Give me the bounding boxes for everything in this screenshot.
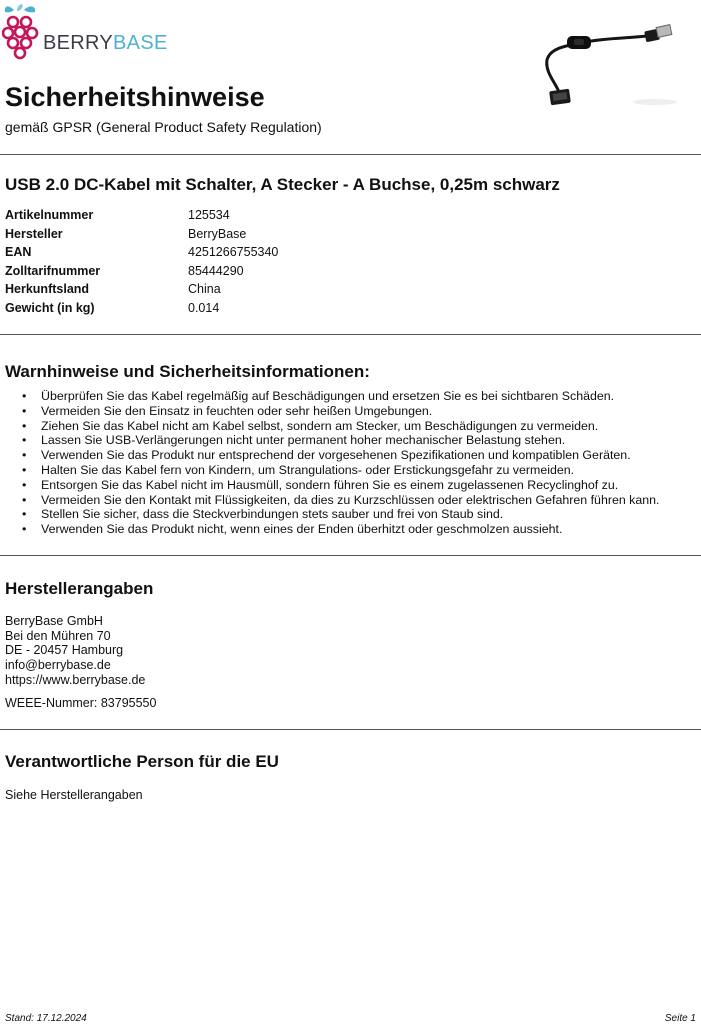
bullet: •: [22, 507, 27, 522]
divider: [0, 729, 701, 730]
divider: [0, 555, 701, 556]
warning-text: Ziehen Sie das Kabel nicht am Kabel selbst, sondern am Stecker, um Beschädigungen zu vermeiden.: [41, 418, 599, 433]
bullet: •: [22, 477, 27, 492]
brand-wordmark-part2: BASE: [113, 32, 168, 54]
divider: [0, 154, 701, 155]
warning-text: Halten Sie das Kabel fern von Kindern, um Strangulations- oder Erstickungsgefahr zu vermeiden.: [41, 462, 575, 477]
spec-label: Zolltarifnummer: [5, 263, 101, 278]
spec-label: Gewicht (in kg): [5, 300, 95, 315]
list-item: [22, 404, 697, 419]
list-item: [22, 478, 697, 493]
berrybase-logo[interactable]: [2, 2, 172, 64]
footer-page-number: Seite 1: [664, 1013, 696, 1024]
bullet: •: [22, 522, 27, 537]
usb-cable-with-switch-photo-icon: [535, 18, 685, 110]
spec-row: [5, 206, 278, 225]
spec-value: 4251266755340: [188, 245, 279, 259]
list-item: [22, 507, 697, 522]
brand-wordmark: [43, 33, 168, 53]
warnings-list: [22, 389, 697, 537]
city-address: DE - 20457 Hamburg: [5, 643, 124, 658]
spec-row: [5, 280, 278, 299]
warnings-heading: Warnhinweise und Sicherheitsinformationen:: [5, 362, 370, 381]
warning-text: Vermeiden Sie den Kontakt mit Flüssigkeiten, da dies zu Kurzschlüssen oder elektrischen Gefahren führen kann.: [41, 492, 660, 507]
company-name: BerryBase GmbH: [5, 614, 103, 628]
spec-label: Hersteller: [5, 226, 63, 241]
list-item: [22, 433, 697, 448]
list-item: [22, 493, 697, 508]
spec-value: China: [188, 282, 221, 296]
warning-text: Entsorgen Sie das Kabel nicht im Hausmüll, sondern führen Sie es einem zugelassenen Recyclinghof zu.: [41, 477, 619, 492]
spec-value: 85444290: [188, 263, 244, 278]
spec-value: 125534: [188, 208, 230, 222]
email-link[interactable]: info@berrybase.de: [5, 658, 111, 673]
product-image: [535, 18, 685, 110]
raspberry-logo-icon: [2, 2, 42, 64]
spec-label: Artikelnummer: [5, 208, 94, 222]
street-address: Bei den Mühren 70: [5, 628, 111, 643]
warning-text: Stellen Sie sicher, dass die Steckverbindungen stets sauber und frei von Staub sind.: [41, 507, 504, 522]
bullet: •: [22, 389, 27, 403]
warning-text: Vermeiden Sie den Einsatz in feuchten oder sehr heißen Umgebungen.: [41, 403, 433, 418]
manufacturer-heading: Herstellerangaben: [5, 579, 154, 598]
bullet: •: [22, 433, 27, 448]
spec-label: Herkunftsland: [5, 282, 90, 296]
document-subtitle: gemäß GPSR (General Product Safety Regulation): [5, 119, 322, 135]
footer-date: Stand: 17.12.2024: [5, 1013, 87, 1024]
eu-responsible-heading: Verantwortliche Person für die EU: [5, 752, 279, 771]
manufacturer-address: [5, 614, 145, 688]
bullet: •: [22, 492, 27, 507]
website-link[interactable]: https://www.berrybase.de: [5, 672, 146, 687]
warning-text: Verwenden Sie das Produkt nicht, wenn eines der Enden überhitzt oder geschmolzen aussieht.: [41, 522, 563, 537]
spec-row: [5, 225, 278, 244]
spec-value: 0.014: [188, 300, 220, 315]
spec-label: EAN: [5, 245, 32, 259]
warning-text: Lassen Sie USB-Verlängerungen nicht unter permanent hoher mechanischer Belastung stehen.: [41, 433, 566, 448]
product-name: USB 2.0 DC-Kabel mit Schalter, A Stecker - A Buchse, 0,25m schwarz: [5, 175, 560, 194]
list-item: [22, 448, 697, 463]
warning-text: Verwenden Sie das Produkt nur entsprechend der vorgesehenen Spezifikationen und kompatiblen Geräten.: [41, 448, 631, 463]
list-item: [22, 419, 697, 434]
weee-number: WEEE-Nummer: 83795550: [5, 696, 157, 710]
warning-text: Überprüfen Sie das Kabel regelmäßig auf Beschädigungen und ersetzen Sie es bei sichtbaren Schäden.: [41, 389, 615, 403]
bullet: •: [22, 462, 27, 477]
document-title: Sicherheitshinweise: [5, 82, 265, 112]
product-specs-table: [5, 206, 278, 317]
spec-row: [5, 243, 278, 262]
list-item: [22, 522, 697, 537]
brand-wordmark-part1: BERRY: [43, 32, 114, 54]
list-item: [22, 389, 697, 404]
spec-row: [5, 299, 278, 318]
spec-value: BerryBase: [188, 226, 247, 241]
spec-row: [5, 262, 278, 281]
list-item: [22, 463, 697, 478]
bullet: •: [22, 418, 27, 433]
divider: [0, 334, 701, 335]
bullet: •: [22, 448, 27, 463]
bullet: •: [22, 403, 27, 418]
eu-responsible-text: Siehe Herstellerangaben: [5, 788, 143, 802]
